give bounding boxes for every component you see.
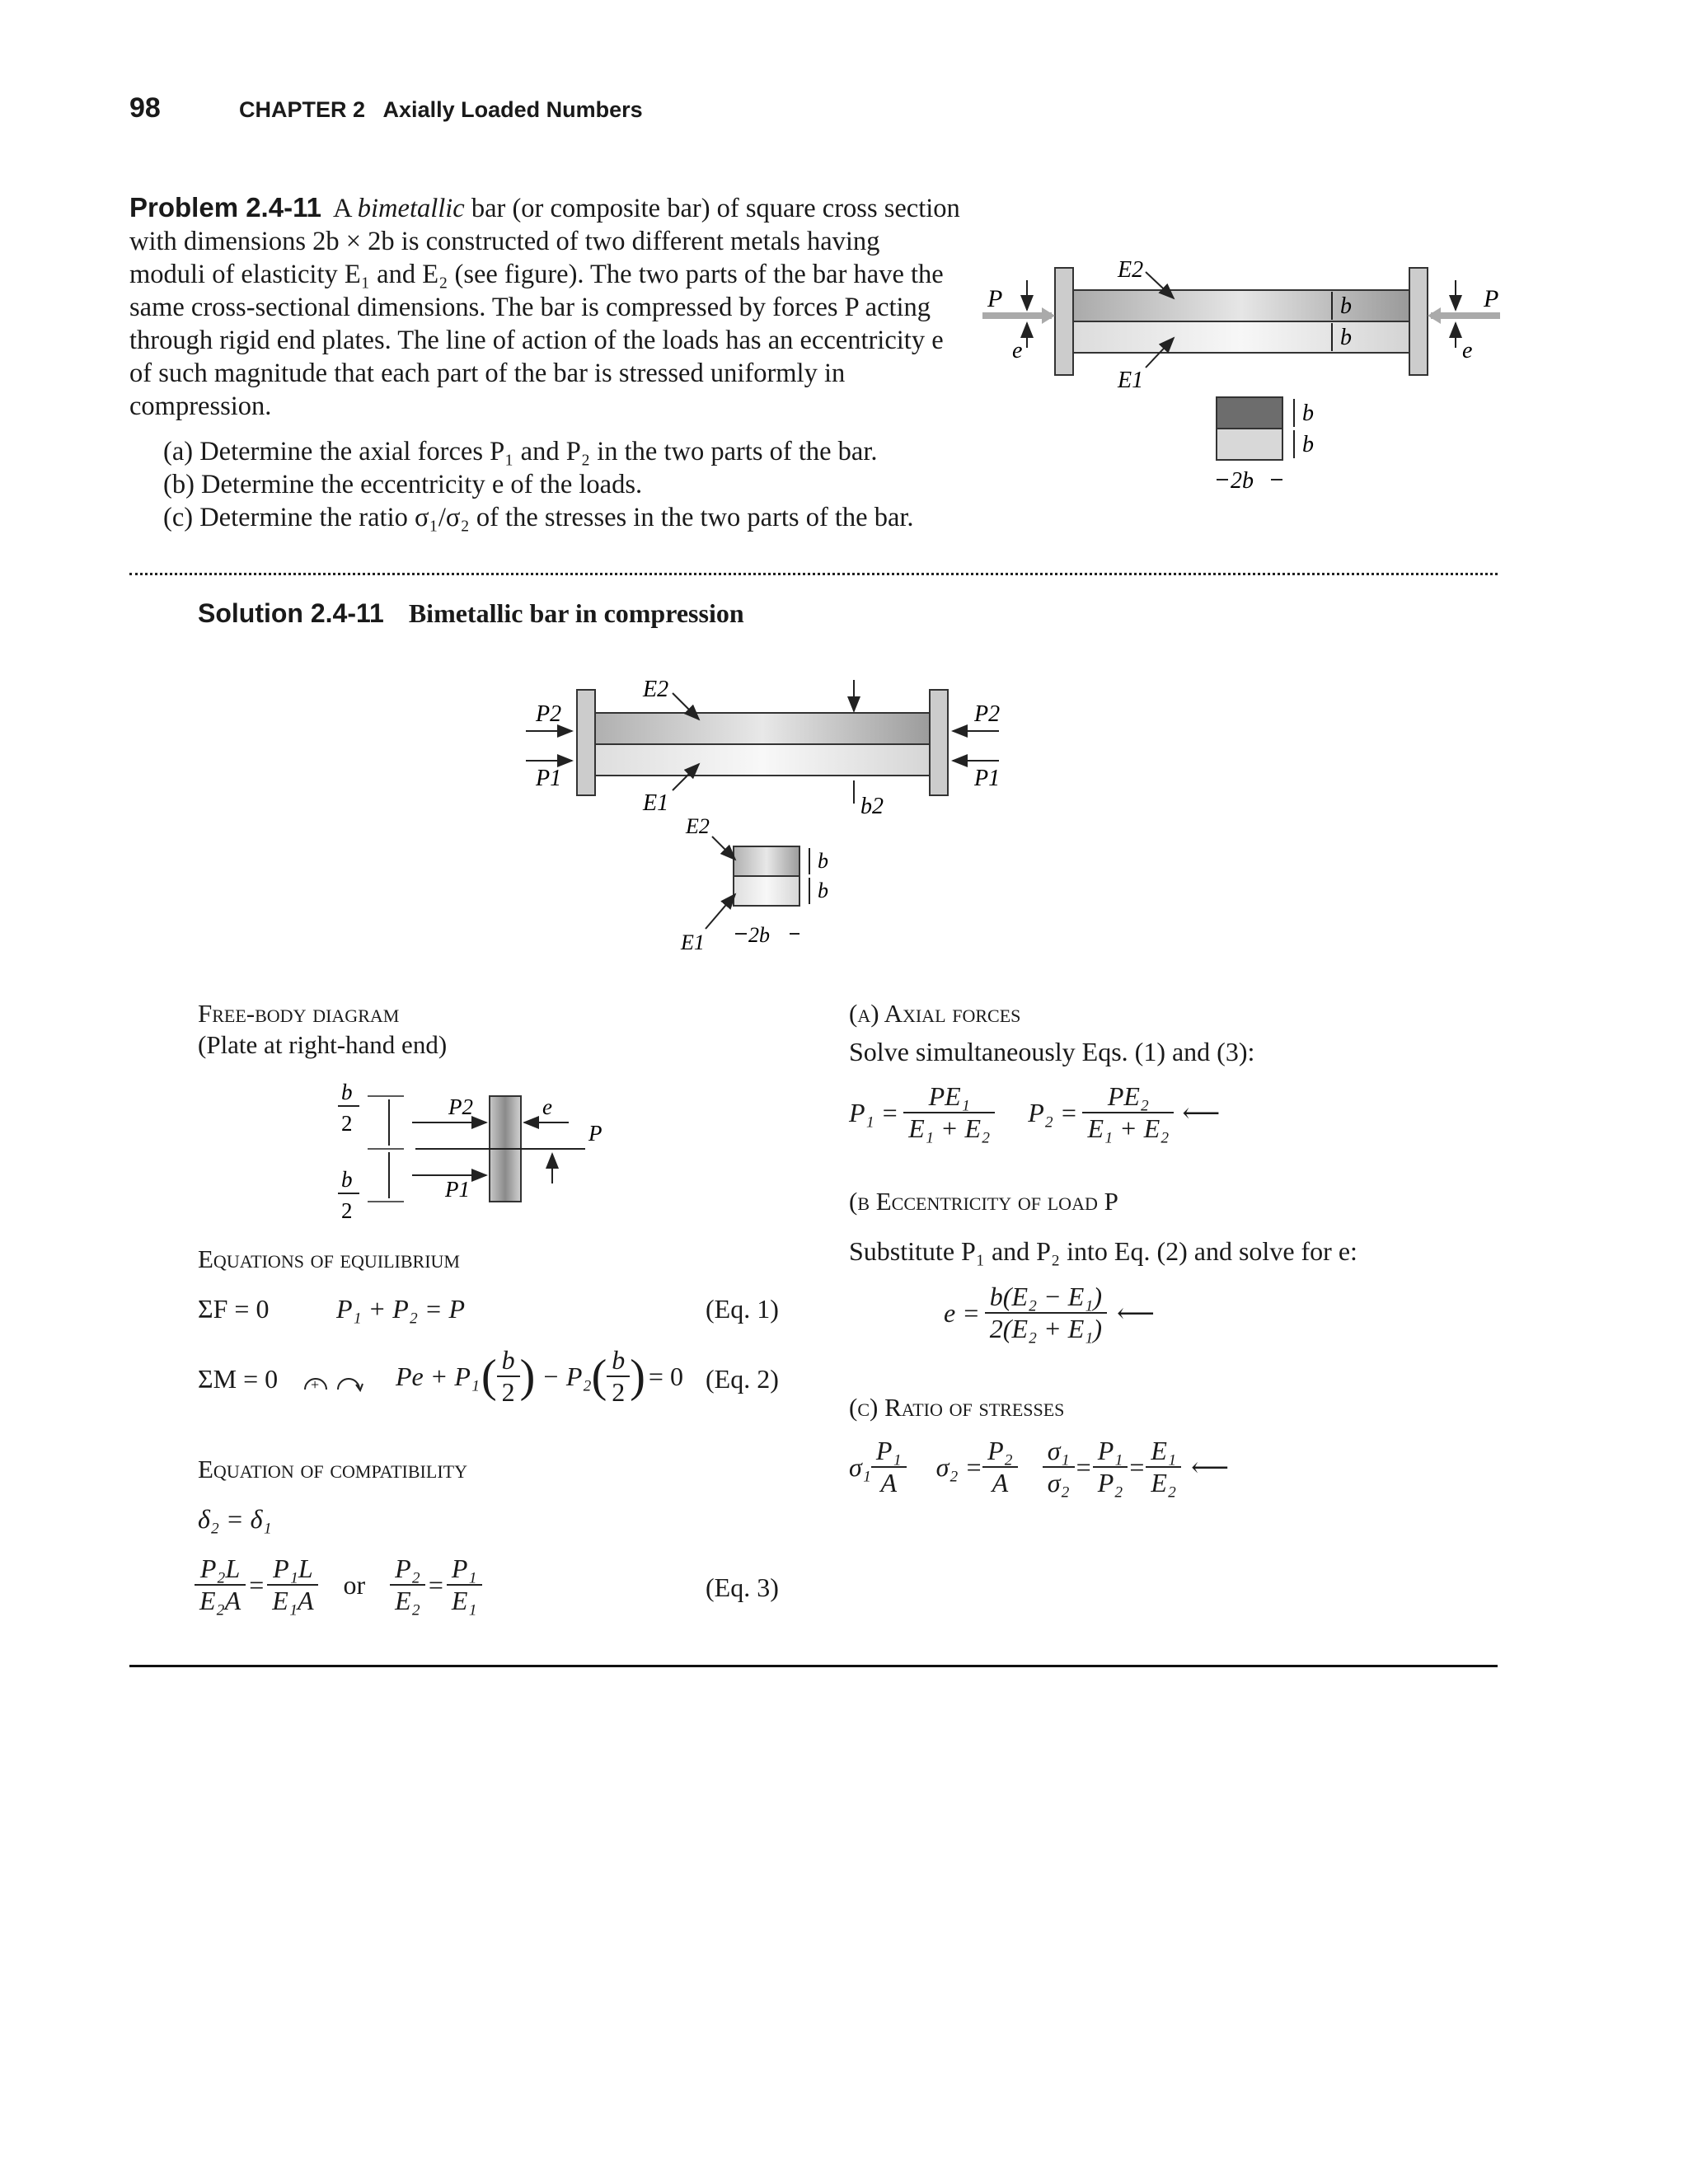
r1-num: σ₁ [1043,1436,1075,1468]
s1-lhs: σ₁ [849,1451,871,1482]
part-b-eq [944,1282,1155,1344]
compatibility-heading: Equation of compatibility [198,1455,467,1483]
cs-width-label: 2b [1231,468,1254,494]
s1-den: A [880,1468,898,1497]
sol-cs-b-top: b [818,849,828,873]
section-divider [129,573,1498,575]
fbd-heading: Free-body diagram [198,999,400,1028]
left-end-plate [1055,268,1073,375]
solution-number: Solution 2.4-11 [198,598,384,628]
chapter-title: Axially Loaded Numbers [382,97,643,122]
E1-label: E1 [1118,368,1144,393]
sol-cs-b-bottom: b [818,879,828,902]
s2-den: A [992,1468,1009,1497]
bottom-rule [129,1665,1498,1667]
bar-E2 [1073,290,1409,321]
part-b-text: Substitute P₁ and P₂ into Eq. (2) and solve for e: [849,1236,1357,1266]
eq2-den1: 2 [501,1377,515,1407]
r2-den: P₂ [1097,1468,1123,1497]
part-a-text: Solve simultaneously Eqs. (1) and (3): [849,1037,1255,1066]
part-a-heading: (a) Axial forces [849,999,1021,1028]
b-bottom-label: b [1340,325,1352,350]
problem-text-1: A [332,194,358,223]
f1-num: P₂L [195,1554,246,1586]
part-c-eq [849,1436,1229,1498]
s2-lhs: σ₂ = [935,1451,983,1482]
sol-right-plate [930,690,948,795]
f3-den: E₂ [395,1586,420,1615]
eq2-end: = 0 [648,1361,683,1391]
sol-cs-E1: E1 [681,930,705,954]
eq1: P₁ + P₂ = P [336,1294,466,1324]
question-c: (c) Determine the ratio σ₁/σ₂ of the stresses in the two parts of the bar. [163,503,914,532]
r2-num: P₁ [1093,1436,1128,1468]
P2-num: PE₂ [1082,1081,1174,1113]
sol-cs-width: 2b [748,923,770,947]
problem-text-2: bar (or composite bar) of square cross section with dimensions 2b × 2b is constructed of two different metals having moduli of elasticity E₁ and E₂ (see figure). The two parts of the bar have the same cross-sectional dimensions. The bar is compressed by forces P acting through rigid end plates. The line of action of the loads has an eccentricity e of such magnitude that each part of the bar is stressed uniformly in compression. [129,194,960,421]
question-a: (a) Determine the axial forces P₁ and P₂ in the two parts of the bar. [163,437,878,466]
sol-E2: E2 [643,677,669,702]
f2-den: E₁A [272,1586,314,1615]
cs-b-top-label: b [1302,401,1314,426]
eq-sign-1: = [1076,1451,1091,1482]
solution-figure [511,672,1039,960]
r3-den: E₂ [1151,1468,1177,1497]
sol-P2-right: P2 [974,701,1001,727]
eq2: Pe + P₁ ( $\frac{b}{2}$ ) − P₂ ( $\frac{b}{2}$ ) = 0 [396,1345,683,1407]
eq1-tag: (Eq. 1) [706,1294,779,1324]
P1-den: E₁ + E₂ [908,1113,991,1143]
fbd-P: P [588,1121,603,1146]
sol-cs-E2: E2 [686,814,710,838]
fbd-diagram [313,1071,626,1236]
fbd-b-bot-den: 2 [341,1198,353,1223]
e-num: b(E₂ − E₁) [985,1282,1107,1314]
cs-bottom [1217,429,1282,460]
chapter-label: CHAPTER 2 [239,97,366,122]
part-b-heading: (b Eccentricity of load P [849,1187,1118,1216]
fbd-subheading: (Plate at right-hand end) [198,1030,448,1059]
e-right-label: e [1462,338,1473,363]
f4-den: E₁ [451,1586,477,1615]
solution-subtitle: Bimetallic bar in compression [408,598,744,628]
fbd-e: e [542,1094,552,1119]
chapter-header [239,97,643,123]
s1-num: P₁ [871,1436,907,1468]
part-a-eq [849,1081,1220,1144]
sol-b2: b2 [860,794,884,819]
f3-num: P₂ [390,1554,425,1586]
sol-E1: E1 [643,790,669,816]
fbd-b-bot-num: b [341,1167,353,1192]
svg-text:+: + [311,1376,320,1393]
e-den: 2(E₂ + E₁) [989,1314,1103,1343]
P2-lhs: P₂ = [1028,1097,1078,1127]
P-left-label: P [987,285,1003,312]
sol-P2-left: P2 [536,701,562,727]
sol-cs-top [734,846,799,876]
fbd-b-top-num: b [341,1080,353,1104]
sol-bar-E1 [595,744,930,776]
P-right-label: P [1484,285,1499,312]
r1-den: σ₂ [1047,1468,1070,1497]
solution-title [198,598,744,629]
e-lhs: e = [944,1297,980,1328]
question-b: (b) Determine the eccentricity e of the loads. [163,470,643,499]
e-left-label: e [1012,338,1023,363]
eq3-tag: (Eq. 3) [706,1572,779,1602]
sol-P1-left: P1 [536,766,562,791]
eq-sign-2: = [1129,1451,1145,1482]
fbd-P2: P2 [448,1094,473,1119]
cs-b-bottom-label: b [1302,432,1314,457]
fbd-b-top-den: 2 [341,1111,353,1136]
eq2-start: Pe + P₁ [396,1361,481,1391]
f1-den: E₂A [199,1586,241,1615]
r3-num: E₁ [1146,1436,1181,1468]
part-c-arrow-icon: ⟵ [1191,1452,1229,1482]
b-top-label: b [1340,293,1352,319]
part-a-arrow-icon: ⟵ [1182,1098,1221,1127]
bar-E1 [1073,321,1409,353]
right-end-plate [1409,268,1428,375]
E2-label: E2 [1118,257,1144,283]
sumM: ΣM = 0 [198,1364,279,1394]
part-c-heading: (c) Ratio of stresses [849,1393,1065,1422]
page-number: 98 [129,92,161,124]
eq2-tag: (Eq. 2) [706,1364,779,1394]
P1-lhs: P₁ = [849,1097,899,1127]
eq2-b1: b [497,1345,520,1377]
sol-bar-E2 [595,713,930,744]
eq2-den2: 2 [612,1377,626,1407]
problem-text-italic: bimetallic [357,194,465,223]
sol-cs-bottom [734,876,799,906]
problem-title: Problem 2.4-11 [129,192,321,223]
compat-eq: $\frac{\text{P₂L}}{\text{E₂A}}$ = $\frac{\text{P₁L}}{\text{E₁A}}$ or $\frac{\text{P₂}}{\text{E₂}}$ = $\frac{\text{P₁}}{\text{E₁}}$ [195,1554,482,1616]
f2-num: P₁L [267,1554,318,1586]
or-word: or [343,1569,366,1600]
sol-P1-right: P1 [974,766,1001,791]
moment-sign-icon [302,1368,368,1394]
sumF: ΣF = 0 [198,1294,270,1324]
s2-num: P₂ [982,1436,1018,1468]
fbd-P1: P1 [445,1177,470,1202]
eq2-minus: − P₂ [542,1361,592,1391]
part-b-arrow-icon: ⟵ [1117,1298,1155,1328]
eq2-b2: b [607,1345,630,1377]
delta-eq: δ₂ = δ₁ [198,1504,272,1534]
cs-top [1217,397,1282,429]
f4-num: P₁ [447,1554,482,1586]
problem-statement [129,191,962,423]
equilibrium-heading: Equations of equilibrium [198,1244,460,1273]
P2-den: E₁ + E₂ [1087,1113,1170,1143]
P1-num: PE₁ [903,1081,995,1113]
problem-figure [973,247,1517,511]
sol-left-plate [577,690,595,795]
